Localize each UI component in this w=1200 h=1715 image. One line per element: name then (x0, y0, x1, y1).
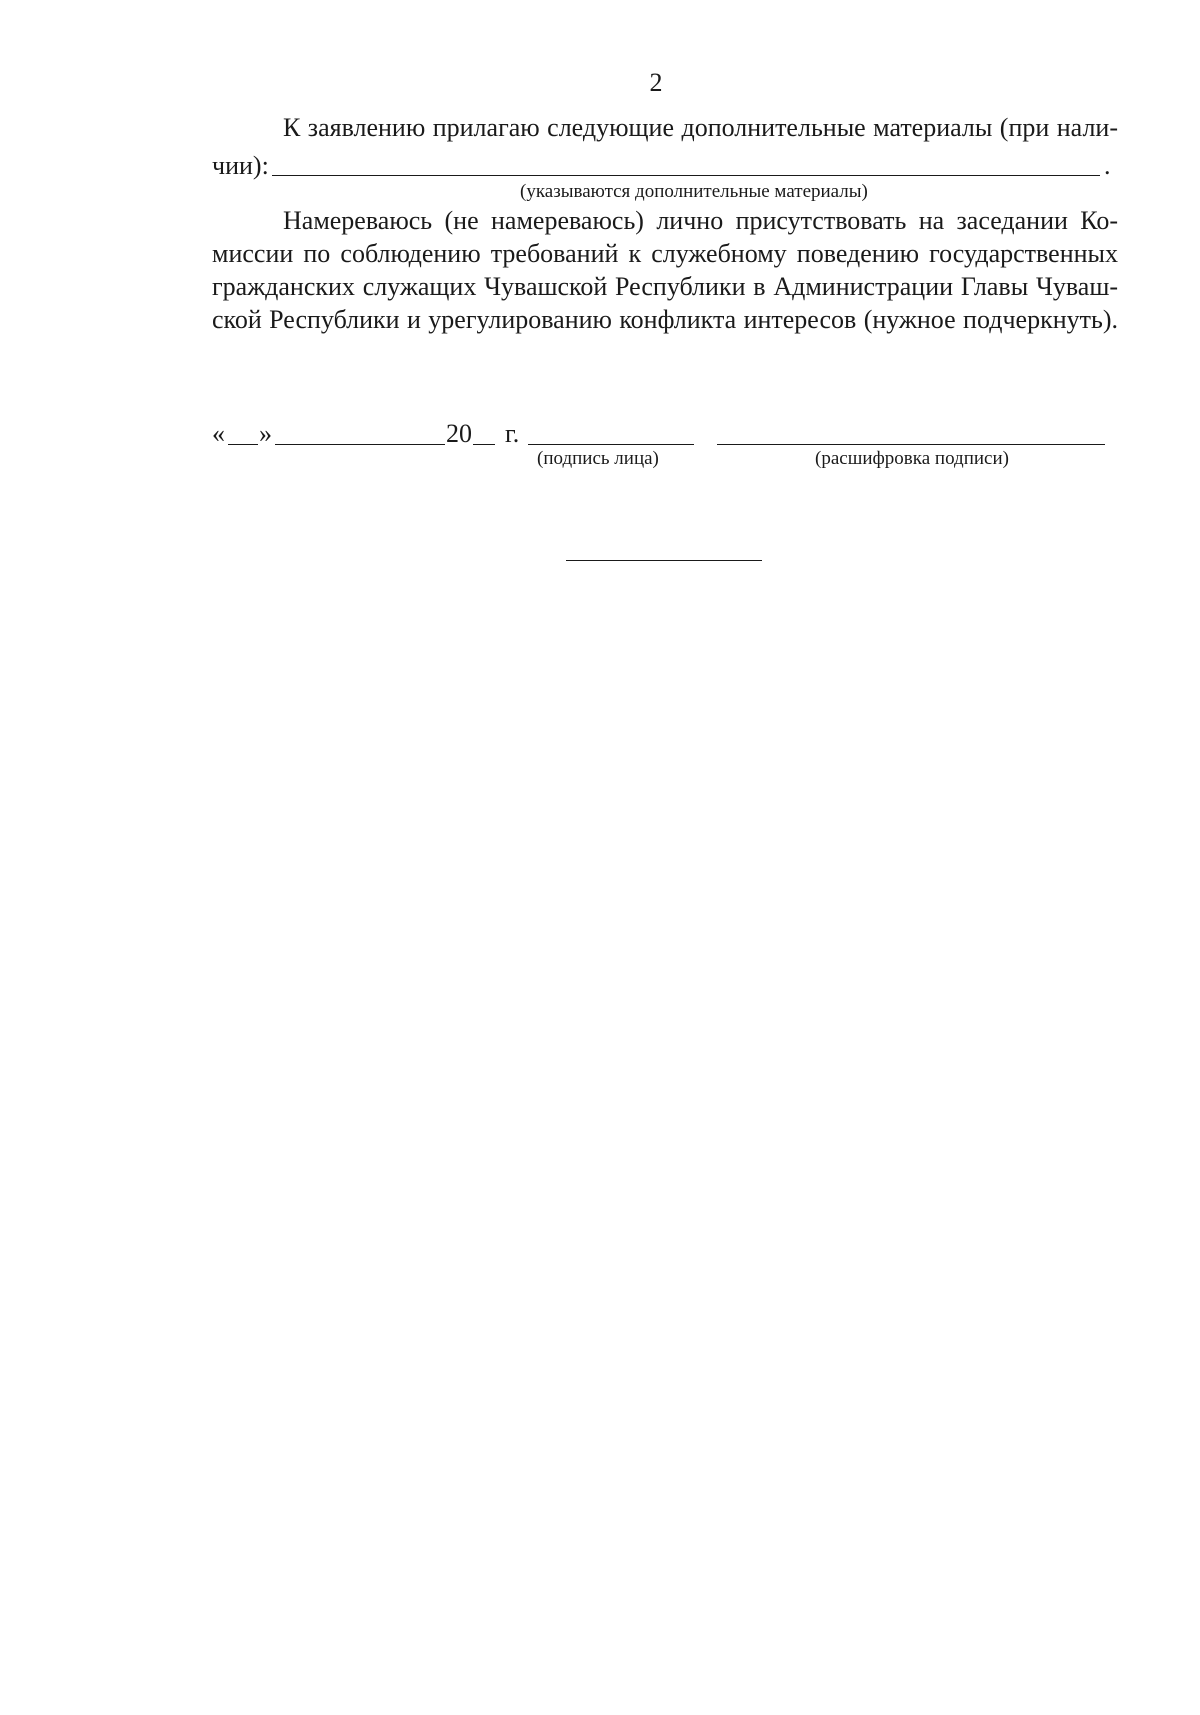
date-quote-close: » (259, 419, 272, 448)
attendance-line-1: Намереваюсь (не намереваюсь) лично присутствовать на заседании Ко- (283, 206, 1118, 235)
date-quote-open: « (212, 419, 225, 448)
signature-caption: (подпись лица) (537, 448, 659, 469)
attachments-line-2-end: . (1104, 151, 1111, 180)
attachments-fill-line (272, 175, 1100, 176)
attendance-line-4: ской Республики и урегулированию конфликта интересов (нужное подчеркнуть). (212, 305, 1118, 334)
attachments-line-2-prefix: чии): (212, 151, 269, 180)
signature-decoding-line (717, 444, 1105, 445)
closing-separator (566, 560, 762, 561)
date-day-line (228, 444, 258, 445)
date-year-line (473, 444, 495, 445)
date-month-line (275, 444, 445, 445)
page-number: 2 (649, 68, 663, 97)
date-year-prefix: 20 (446, 419, 472, 448)
signature-line (528, 444, 694, 445)
attendance-line-2: миссии по соблюдению требований к служебному поведению государственных (212, 239, 1118, 268)
attachments-caption: (указываются дополнительные материалы) (520, 181, 868, 202)
attendance-line-3: гражданских служащих Чувашской Республики в Администрации Главы Чуваш- (212, 272, 1118, 301)
attachments-line-1: К заявлению прилагаю следующие дополнительные материалы (при нали- (283, 113, 1118, 142)
signature-decoding-caption: (расшифровка подписи) (815, 448, 1009, 469)
date-year-suffix: г. (505, 419, 520, 448)
